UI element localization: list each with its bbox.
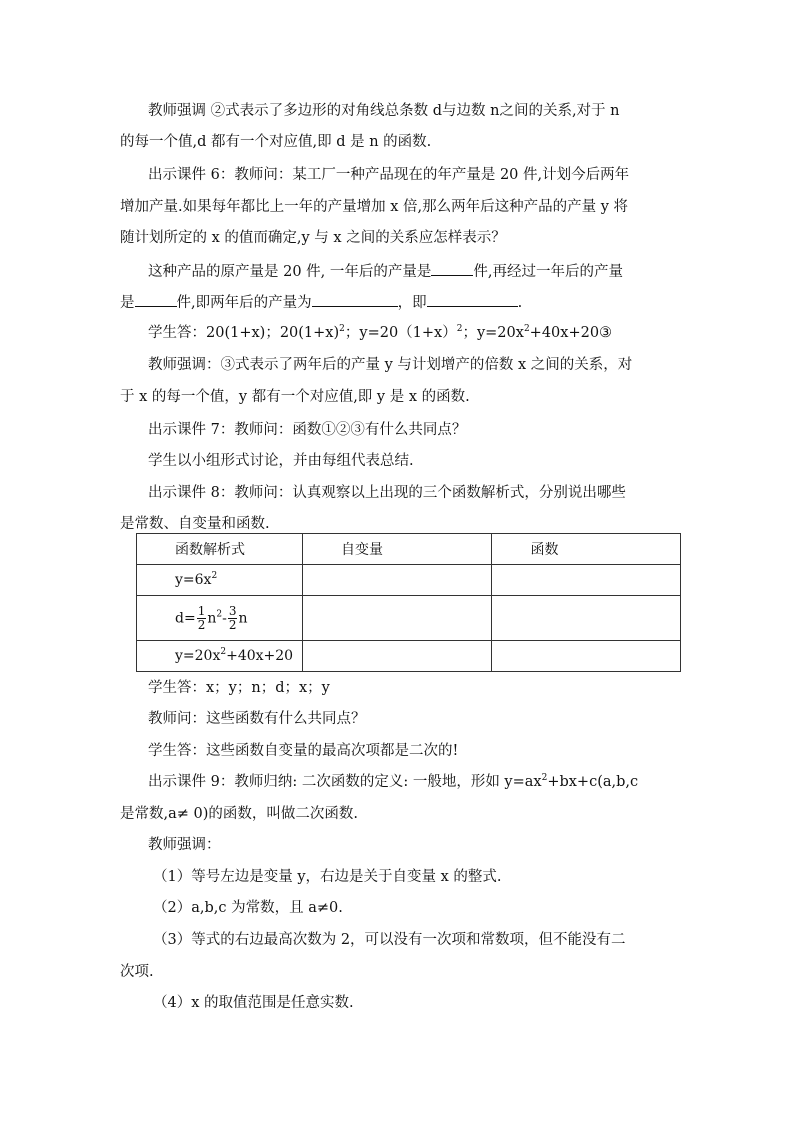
blank-text-2b: 件,即两年后的产量为 xyxy=(176,295,312,311)
para-blanks-line1 xyxy=(148,261,623,282)
blank-text-2c: ，即 xyxy=(397,295,427,311)
para-courseware-6-line3: 随计划所定的 x 的值而确定,y 与 x 之间的关系应怎样表示？ xyxy=(120,230,506,246)
blank-text-2a: 是 xyxy=(120,295,135,311)
answer-blank-2[interactable] xyxy=(135,292,177,307)
answer-part-c: ；y=20x xyxy=(462,325,524,341)
answer-part-b: ；y=20（1+x） xyxy=(344,325,457,341)
list-item-3-line2: 次项. xyxy=(120,964,154,980)
para-group-discussion: 学生以小组形式讨论，并由每组代表总结. xyxy=(148,453,414,469)
superscript-2: 2 xyxy=(220,647,227,657)
superscript-2: 2 xyxy=(211,571,218,581)
fraction xyxy=(228,605,238,632)
list-item-2: （2）a,b,c 为常数，且 a≠0. xyxy=(153,900,343,916)
answer-blank-1[interactable] xyxy=(431,261,473,276)
table-cell-expression xyxy=(137,596,303,641)
list-item-4: （4）x 的取值范围是任意实数. xyxy=(153,995,354,1011)
blank-text-2d: . xyxy=(517,295,523,311)
expression-text: y=20x xyxy=(175,648,221,664)
blank-text-1a: 这种产品的原产量是 20 件, 一年后的产量是 xyxy=(148,264,432,280)
para-courseware-8-line2: 是常数、自变量和函数. xyxy=(120,516,270,532)
fraction-denominator: 2 xyxy=(228,617,237,632)
para-courseware-6-line2: 增加产量.如果每年都比上一年的产量增加 x 倍,那么两年后这种产品的产量 y 将 xyxy=(120,199,629,215)
para-courseware-9-line2: 是常数,a≠ 0)的函数，叫做二次函数. xyxy=(120,806,359,822)
list-item-1: （1）等号左边是变量 y，右边是关于自变量 x 的整式. xyxy=(153,869,502,885)
answer-blank-4[interactable] xyxy=(427,292,513,307)
expression-text: n xyxy=(207,610,217,626)
table-header-cell: 函数解析式 xyxy=(137,534,303,565)
superscript-2: 2 xyxy=(216,609,223,619)
table-header-row xyxy=(137,534,681,565)
fraction-numerator: 3 xyxy=(228,603,237,618)
table-cell-function[interactable] xyxy=(492,565,681,596)
expression-text: d= xyxy=(175,610,196,626)
answer-part-d: +40x+20③ xyxy=(529,325,613,341)
expression-text: y=6x xyxy=(175,572,212,588)
answer-part-a: 学生答：20(1+x)；20(1+x) xyxy=(148,325,340,341)
para-student-answer-1 xyxy=(148,323,612,343)
table-cell-function[interactable] xyxy=(492,596,681,641)
table-cell-variable[interactable] xyxy=(302,596,492,641)
para-courseware-7: 出示课件 7：教师问：函数①②③有什么共同点？ xyxy=(148,422,467,438)
fraction xyxy=(197,605,207,632)
table-row xyxy=(137,596,681,641)
table-cell-variable[interactable] xyxy=(302,565,492,596)
table-header-cell: 自变量 xyxy=(302,534,492,565)
para-blanks-line2 xyxy=(120,292,522,313)
para-teacher-emphasis: 教师强调： xyxy=(148,837,221,853)
superscript-2: 2 xyxy=(541,773,548,783)
expression-text: +40x+20 xyxy=(226,648,294,664)
expression-text: n xyxy=(238,610,248,626)
para-teacher-question: 教师问：这些函数有什么共同点？ xyxy=(148,711,366,727)
para-emphasis-3-line1: 教师强调：③式表示了两年后的产量 y 与计划增产的倍数 x 之间的关系，对 xyxy=(148,357,633,373)
superscript-2: 2 xyxy=(456,324,463,334)
answer-blank-3[interactable] xyxy=(312,292,398,307)
table-header-cell: 函数 xyxy=(492,534,681,565)
table-row xyxy=(137,641,681,672)
para-emphasis-3-line2: 于 x 的每一个值，y 都有一个对应值,即 y 是 x 的函数. xyxy=(120,389,470,405)
table-cell-expression xyxy=(137,641,303,672)
para-courseware-9-line1 xyxy=(148,772,638,792)
para-courseware-8-line1: 出示课件 8：教师问：认真观察以上出现的三个函数解析式，分别说出哪些 xyxy=(148,485,626,501)
para-courseware-6-line1: 出示课件 6：教师问：某工厂一种产品现在的年产量是 20 件,计划今后两年 xyxy=(148,167,630,183)
para-student-answer-3: 学生答：这些函数自变量的最高次项都是二次的! xyxy=(148,743,459,759)
para-student-answer-2: 学生答：x；y；n；d；x；y xyxy=(148,680,330,696)
definition-text-b: +bx+c(a,b,c xyxy=(547,774,639,790)
superscript-2: 2 xyxy=(339,324,345,334)
para-emphasis-1-line2: 的每一个值,d 都有一个对应值,即 d 是 n 的函数. xyxy=(120,134,432,150)
table-row xyxy=(137,565,681,596)
fraction-denominator: 2 xyxy=(197,617,206,632)
table-cell-function[interactable] xyxy=(492,641,681,672)
minus-sign: - xyxy=(222,610,227,626)
table-cell-variable[interactable] xyxy=(302,641,492,672)
fraction-numerator: 1 xyxy=(197,603,206,618)
list-item-3-line1: （3）等式的右边最高次数为 2，可以没有一次项和常数项，但不能没有二 xyxy=(153,932,626,948)
superscript-2: 2 xyxy=(523,324,530,334)
definition-text-a: 出示课件 9：教师归纳: 二次函数的定义: 一般地，形如 y=ax xyxy=(148,774,542,790)
blank-text-1b: 件,再经过一年后的产量 xyxy=(473,264,623,280)
para-emphasis-1-line1: 教师强调 ②式表示了多边形的对角线总条数 d与边数 n之间的关系,对于 n xyxy=(148,103,620,119)
table-cell-expression xyxy=(137,565,303,596)
function-table xyxy=(136,533,681,672)
